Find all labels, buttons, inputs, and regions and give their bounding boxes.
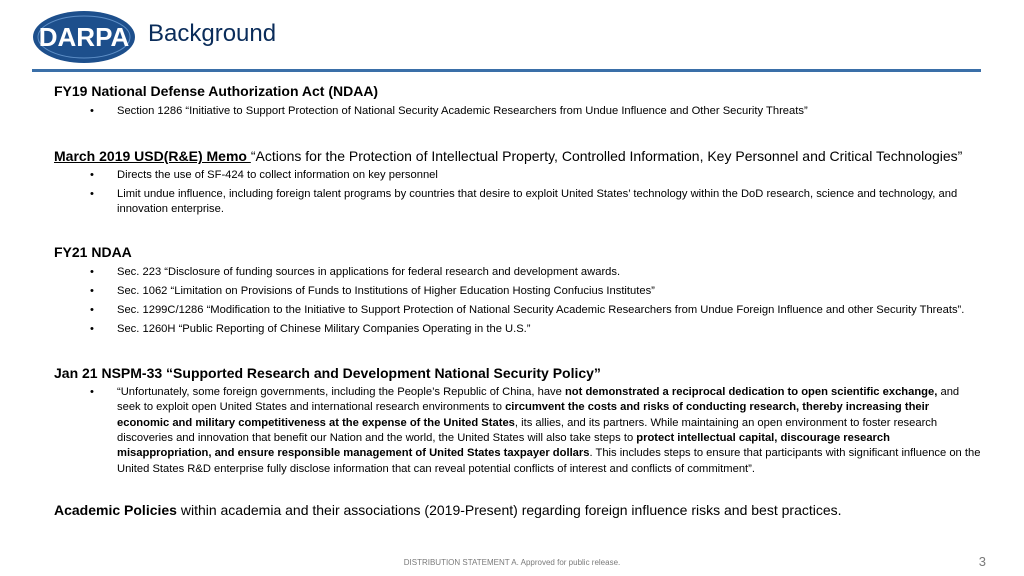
list-item: • Sec. 1260H “Public Reporting of Chinese Military Companies Operating in the U.S.”	[54, 322, 984, 337]
section-heading-fy21-ndaa: FY21 NDAA	[54, 244, 132, 261]
distribution-statement: DISTRIBUTION STATEMENT A. Approved for public release.	[403, 558, 621, 567]
section-academic-policies	[54, 501, 984, 519]
page-title: Background	[148, 20, 277, 47]
quote-text: and seek to exploit open United States and international research environments to	[117, 385, 960, 414]
section-heading-nspm33: Jan 21 NSPM-33 “Supported Research and Development National Security Policy”	[54, 364, 601, 381]
academic-text: within academia and their associations (2019-Present) regarding foreign influence risks and best practices.	[176, 501, 842, 518]
page-number: 3	[978, 554, 986, 569]
quote-emphasis: not demonstrated a reciprocal dedication to open scientific exchange,	[564, 385, 938, 398]
academic-lead: Academic Policies	[54, 501, 177, 518]
slide-content	[54, 82, 984, 519]
section-heading-memo	[54, 147, 984, 165]
list-item: • Directs the use of SF-424 to collect information on key personnel	[54, 168, 984, 183]
list-item: • Sec. 1299C/1286 “Modification to the Initiative to Support Protection of National Security Academic Researchers from Undue Foreign Influence and other Security Threats”.	[54, 303, 984, 318]
logo-text: DARPA	[38, 22, 130, 52]
memo-title: “Actions for the Protection of Intellectual Property, Controlled Information, Key Personnel and Critical Technologies”	[250, 147, 963, 164]
quote-text: . This includes steps to ensure that participants with significant influence on the United States R&D enterprise fully disclose information that can reveal potential conflicts of interest and conflicts of commitment”.	[117, 447, 981, 475]
list-item: • Section 1286 “Initiative to Support Protection of National Security Academic Researchers from Undue Influence and Other Security Threats”	[54, 104, 984, 119]
list-item: • Sec. 1062 “Limitation on Provisions of Funds to Institutions of Higher Education Hosting Confucius Institutes”	[54, 284, 984, 299]
memo-lead: March 2019 USD(R&E) Memo	[54, 147, 251, 164]
section-heading-fy19-ndaa: FY19 National Defense Authorization Act (NDAA)	[54, 83, 379, 99]
darpa-logo	[32, 10, 136, 64]
quote-text: “Unfortunately, some foreign governments, including the People’s Republic of China, have	[117, 385, 565, 398]
header-divider	[32, 69, 981, 72]
list-item: • Sec. 223 “Disclosure of funding sources in applications for federal research and development awards.	[54, 265, 984, 280]
quote-emphasis: protect intellectual capital, discourage research misappropriation, and ensure responsible management of United States taxpayer dollars	[117, 431, 890, 460]
quote-emphasis: circumvent the costs and risks of conducting research, thereby increasing their economic and military competitiveness at the expense of the United States	[117, 401, 930, 429]
list-item: • Limit undue influence, including foreign talent programs by countries that desire to exploit United States’ technology within the DoD research, science and technology, and innovation enterprise.	[54, 187, 984, 218]
list-item-nspm-quote	[54, 385, 984, 477]
quote-text: , its allies, and its partners. While maintaining an open environment to foster research discoveries and innovation that benefit our Nation and the world, the United States will also take steps to	[117, 416, 938, 444]
